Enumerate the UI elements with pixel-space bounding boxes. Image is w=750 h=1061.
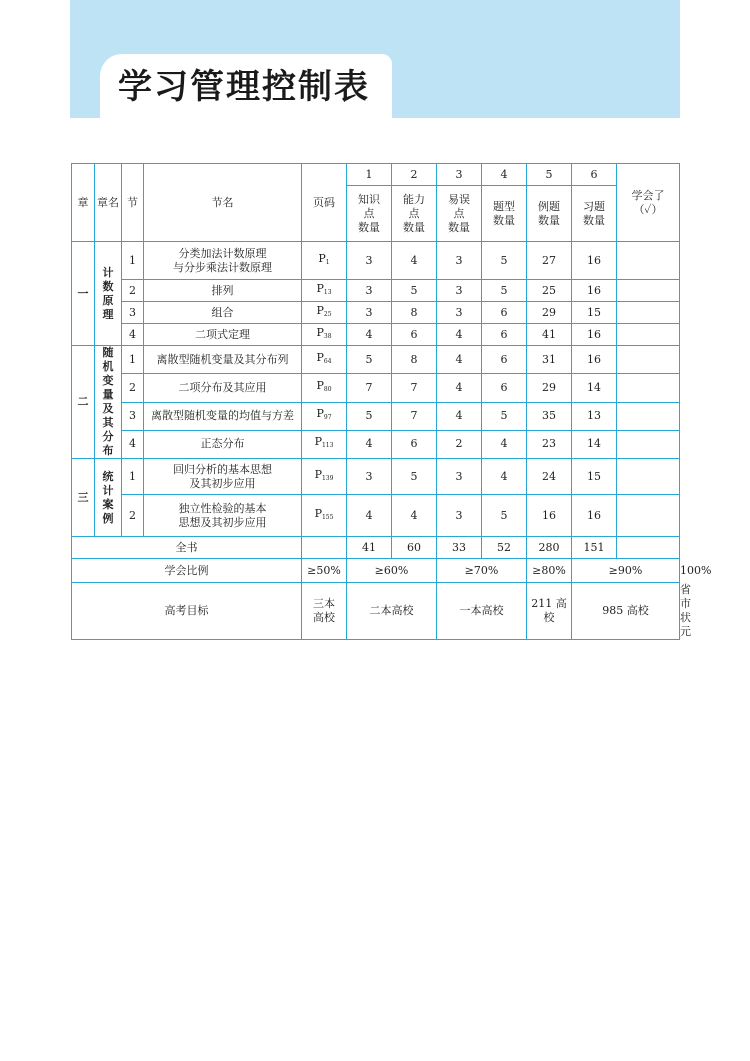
section-value: 4	[392, 495, 437, 537]
section-page: $P_{155}$	[302, 495, 347, 537]
total-value: 52	[482, 537, 527, 559]
section-row	[72, 495, 680, 537]
section-page: $P_{38}$	[302, 324, 347, 346]
section-value: 5	[482, 242, 527, 280]
header-chapter: 章	[72, 164, 95, 242]
header-col-label: 能力 点 数量	[392, 186, 437, 242]
header-col-label: 题型 数量	[482, 186, 527, 242]
section-value: 6	[392, 430, 437, 458]
section-value: 4	[347, 324, 392, 346]
section-name: 排列	[144, 280, 302, 302]
section-name: 组合	[144, 302, 302, 324]
section-name: 回归分析的基本思想 及其初步应用	[144, 459, 302, 495]
ratio-value: ≥60%	[347, 559, 437, 583]
section-row	[72, 302, 680, 324]
section-value: 5	[347, 402, 392, 430]
learned-check	[617, 346, 680, 374]
section-row	[72, 324, 680, 346]
total-label: 全书	[72, 537, 302, 559]
section-name: 二项式定理	[144, 324, 302, 346]
header-col-number: 1	[347, 164, 392, 186]
page-title: 学习管理控制表	[118, 67, 370, 107]
header-col-label: 知识 点 数量	[347, 186, 392, 242]
learned-check	[617, 242, 680, 280]
target-first: 三本 高校	[302, 583, 347, 640]
section-name: 分类加法计数原理 与分步乘法计数原理	[144, 242, 302, 280]
chapter-name: 计 数 原 理	[95, 242, 122, 346]
section-value: 16	[572, 495, 617, 537]
header-learned: 学会了 （✓）	[617, 164, 680, 242]
section-value: 3	[437, 242, 482, 280]
section-value: 4	[437, 346, 482, 374]
section-value: 5	[482, 495, 527, 537]
section-number: 3	[122, 302, 144, 324]
section-row	[72, 402, 680, 430]
total-learned	[617, 537, 680, 559]
section-value: 5	[482, 402, 527, 430]
section-value: 7	[392, 374, 437, 402]
total-row	[72, 537, 680, 559]
section-value: 3	[437, 495, 482, 537]
section-number: 4	[122, 430, 144, 458]
chapter-name: 随 机 变 量 及 其 分 布	[95, 346, 122, 459]
header-col-number: 5	[527, 164, 572, 186]
learned-check	[617, 374, 680, 402]
learned-check	[617, 324, 680, 346]
section-row	[72, 346, 680, 374]
section-value: 13	[572, 402, 617, 430]
section-number: 4	[122, 324, 144, 346]
target-value: 211 高校	[527, 583, 572, 640]
section-value: 3	[347, 242, 392, 280]
section-value: 5	[392, 459, 437, 495]
section-row	[72, 430, 680, 458]
chapter-name: 统 计 案 例	[95, 459, 122, 537]
section-value: 23	[527, 430, 572, 458]
header-col-number: 6	[572, 164, 617, 186]
chapter-number: 一	[72, 242, 95, 346]
section-value: 14	[572, 374, 617, 402]
section-number: 1	[122, 346, 144, 374]
section-value: 6	[482, 324, 527, 346]
section-value: 7	[347, 374, 392, 402]
section-row	[72, 374, 680, 402]
ratio-row: 学会比例 ≥50% ≥60% ≥70% ≥80% ≥90% 100%	[72, 559, 680, 583]
header-col-label: 例题 数量	[527, 186, 572, 242]
section-value: 6	[482, 374, 527, 402]
section-value: 5	[347, 346, 392, 374]
section-value: 4	[392, 242, 437, 280]
learned-check	[617, 402, 680, 430]
section-value: 24	[527, 459, 572, 495]
section-value: 29	[527, 302, 572, 324]
target-value: 二本高校	[347, 583, 437, 640]
section-value: 4	[437, 324, 482, 346]
section-value: 3	[347, 459, 392, 495]
section-value: 5	[482, 280, 527, 302]
section-value: 3	[437, 280, 482, 302]
section-value: 29	[527, 374, 572, 402]
section-number: 3	[122, 402, 144, 430]
section-page: $P_1$	[302, 242, 347, 280]
section-row	[72, 459, 680, 495]
section-number: 2	[122, 495, 144, 537]
section-value: 16	[572, 280, 617, 302]
section-value: 4	[482, 459, 527, 495]
header-col-number: 3	[437, 164, 482, 186]
section-value: 4	[437, 402, 482, 430]
section-value: 3	[347, 280, 392, 302]
section-value: 16	[572, 324, 617, 346]
learned-check	[617, 459, 680, 495]
section-page: $P_{113}$	[302, 430, 347, 458]
target-row: 高考目标 三本 高校 二本高校 一本高校 211 高校 985 高校 省市状元	[72, 583, 680, 640]
total-value: 60	[392, 537, 437, 559]
target-value: 985 高校	[572, 583, 680, 640]
section-value: 3	[437, 302, 482, 324]
total-value: 280	[527, 537, 572, 559]
section-value: 27	[527, 242, 572, 280]
section-row	[72, 280, 680, 302]
section-value: 5	[392, 280, 437, 302]
learning-control-table	[71, 163, 712, 640]
learned-check	[617, 280, 680, 302]
section-value: 3	[347, 302, 392, 324]
header-col-label: 习题 数量	[572, 186, 617, 242]
ratio-label: 学会比例	[72, 559, 302, 583]
section-value: 15	[572, 459, 617, 495]
section-page: $P_{25}$	[302, 302, 347, 324]
section-value: 4	[437, 374, 482, 402]
ratio-value: ≥70%	[437, 559, 527, 583]
section-value: 2	[437, 430, 482, 458]
section-value: 3	[437, 459, 482, 495]
section-name: 独立性检验的基本 思想及其初步应用	[144, 495, 302, 537]
section-name: 离散型随机变量的均值与方差	[144, 402, 302, 430]
total-page	[302, 537, 347, 559]
section-value: 4	[482, 430, 527, 458]
section-value: 31	[527, 346, 572, 374]
header-chapter-name: 章名	[95, 164, 122, 242]
header-section-name: 节名	[144, 164, 302, 242]
section-value: 8	[392, 302, 437, 324]
header-section: 节	[122, 164, 144, 242]
ratio-value: ≥80%	[527, 559, 572, 583]
section-value: 6	[392, 324, 437, 346]
learned-check	[617, 495, 680, 537]
section-page: $P_{97}$	[302, 402, 347, 430]
section-name: 离散型随机变量及其分布列	[144, 346, 302, 374]
section-number: 2	[122, 280, 144, 302]
section-value: 16	[572, 242, 617, 280]
total-value: 151	[572, 537, 617, 559]
ratio-value: ≥90%	[572, 559, 680, 583]
section-value: 25	[527, 280, 572, 302]
section-number: 1	[122, 242, 144, 280]
section-page: $P_{64}$	[302, 346, 347, 374]
section-number: 1	[122, 459, 144, 495]
section-value: 41	[527, 324, 572, 346]
ratio-value: ≥50%	[302, 559, 347, 583]
total-value: 41	[347, 537, 392, 559]
section-page: $P_{80}$	[302, 374, 347, 402]
section-value: 6	[482, 302, 527, 324]
section-value: 15	[572, 302, 617, 324]
learned-check	[617, 430, 680, 458]
section-value: 14	[572, 430, 617, 458]
chapter-number: 二	[72, 346, 95, 459]
section-value: 6	[482, 346, 527, 374]
section-page: $P_{139}$	[302, 459, 347, 495]
header-col-number: 2	[392, 164, 437, 186]
section-name: 正态分布	[144, 430, 302, 458]
section-value: 4	[347, 495, 392, 537]
chapter-number: 三	[72, 459, 95, 537]
learned-check	[617, 302, 680, 324]
section-value: 7	[392, 402, 437, 430]
section-value: 16	[527, 495, 572, 537]
section-value: 16	[572, 346, 617, 374]
total-value: 33	[437, 537, 482, 559]
section-number: 2	[122, 374, 144, 402]
header-row-numbers	[72, 164, 680, 186]
section-value: 8	[392, 346, 437, 374]
section-value: 35	[527, 402, 572, 430]
section-row	[72, 242, 680, 280]
header-col-number: 4	[482, 164, 527, 186]
section-value: 4	[347, 430, 392, 458]
section-page: $P_{13}$	[302, 280, 347, 302]
target-value: 一本高校	[437, 583, 527, 640]
header-col-label: 易误 点 数量	[437, 186, 482, 242]
target-label: 高考目标	[72, 583, 302, 640]
header-page: 页码	[302, 164, 347, 242]
section-name: 二项分布及其应用	[144, 374, 302, 402]
